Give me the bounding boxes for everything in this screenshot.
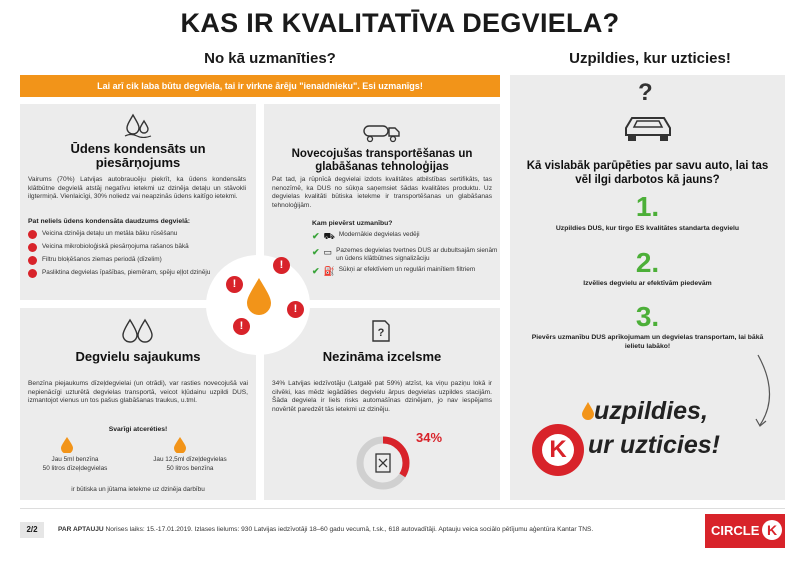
fuel-drop-icon xyxy=(173,436,187,453)
mix2-line1: Jau 12,5ml dīzeļdegvielas xyxy=(153,456,227,463)
alert-icon: ! xyxy=(273,257,290,274)
important-title: Svarīgi atceréties! xyxy=(108,426,168,433)
page-title: KAS IR KVALITATĪVA DEGVIELA? xyxy=(180,8,620,38)
step-text: Izvēlies degvielu ar efektīvām piedevām xyxy=(583,280,712,287)
circle-k-badge: K xyxy=(532,424,584,476)
list-item: ✔ ⛟ Modernākie degvielas vedēji xyxy=(312,231,420,241)
stop-icon xyxy=(28,243,37,252)
water-drops-icon xyxy=(123,112,153,138)
percent-label: 34% xyxy=(416,430,443,445)
tank-icon: ▭ xyxy=(323,247,333,257)
right-subtitle: Uzpildies, kur uzticies! xyxy=(569,50,731,67)
water-list xyxy=(28,230,218,278)
slogan-line1: uzpildies, xyxy=(594,397,708,425)
warning-banner: Lai arī cik laba būtu degviela, tai ir virkne ārēju "ienaidnieku". Esi uzmanīgs! xyxy=(20,75,500,97)
mix1-line1: Jau 5ml benzīna xyxy=(51,456,99,463)
step-number: 2. xyxy=(635,247,660,278)
pump-icon: ⛽ xyxy=(323,266,335,277)
step-number: 3. xyxy=(635,301,660,332)
check-icon: ✔ xyxy=(312,231,320,241)
car-icon xyxy=(620,111,676,147)
step-text: Uzpildies DUS, kur tirgo ES kvalitātes standarta degvielu xyxy=(555,225,740,232)
unknown-body: 34% Latvijas iedzīvotāju (Latgalē pat 59%) atzīst, ka viņu paziņu lokā ir cilvēki, kas mēdz iegādāties degvielu ārpus degvielas uzpildes stacijām. Šāda degviela ir liels risks automašīnas dzinējam, jo nav iespējams novērtēt paredzēt tās ietekmi uz dzinēju. xyxy=(272,380,492,413)
footer-divider xyxy=(20,508,785,509)
right-question: Kā vislabāk parūpēties par savu auto, lai tas vēl ilgi darbotos kā jauns? xyxy=(526,160,769,186)
question-icon: ? xyxy=(638,79,653,106)
tanker-truck-icon xyxy=(362,120,402,144)
alert-icon: ! xyxy=(233,318,250,335)
fuel-drop-icon xyxy=(60,436,74,453)
stop-icon xyxy=(28,256,37,265)
truck-icon: ⛟ xyxy=(323,231,335,241)
panel-transport xyxy=(264,104,500,300)
footer-text: PAR APTAUJU Norises laiks: 15.-17.01.2019. Izlases lielums: 930 Latvijas iedzīvotāji 18–60 gadu vecumā, t.sk., 618 autovadītāji. Aptauju veica sociālo pētījumu aģentūra Kantar TNS. xyxy=(58,526,594,533)
circle-k-logo: CIRCLE K xyxy=(705,514,785,548)
step-text: Pievērs uzmanību DUS aprīkojumam un degvielas transportam, lai bākā ielietu labāko! xyxy=(531,334,764,350)
list-item: ✔ ▭ Pazemes degvielas tvertnes DUS ar dubultsajām sienām un ūdens klātbūtnes signalizāciju xyxy=(312,247,498,262)
orange-drop-icon xyxy=(244,276,274,316)
slogan-line2: ur uzticies! xyxy=(588,431,720,459)
panel-right xyxy=(510,75,785,500)
unknown-canister-icon xyxy=(370,318,392,344)
alert-icon: ! xyxy=(287,301,304,318)
stop-icon xyxy=(28,269,37,278)
water-heading: Ūdens kondensāts un piesārņojums xyxy=(70,141,206,170)
mix-heading: Degvielu sajaukums xyxy=(75,349,201,364)
list-item: Veicina mikrobioloģiskā piesārņojuma rašanos bākā xyxy=(28,243,218,252)
mix-body: Benzīna piejaukums dīzeļdegvielai (un otrādi), var rasties novecojušā vai nepienācīgi uzturētā degvielas transportā, veicot kļūdainu uzpildi DUS, izmantojot vienus un tos pašus glabāšanas traukus, u.tml. xyxy=(28,380,248,405)
list-item: Pasliktina degvielas īpašības, piemēram, spēju eļļot dzinēju xyxy=(28,269,218,278)
mix1-line2: 50 litros dīzeļdegvielas xyxy=(42,465,108,472)
list-item: Veicina dzinēja detaļu un metāla bāku rūsēšanu xyxy=(28,230,218,239)
water-body: Vairums (70%) Latvijas autobraucēju piekrīt, ka ūdens kondensāts klātbūtne degvielā atstāj negatīvu ietekmi uz dzinēja detaļu un stāvokli ilgtermiņā. Vienlaicīgi, 30% noliedz vai neapzinās ūdens kaitīgo ietekmi. xyxy=(28,176,246,201)
mix2-line2: 50 litros benzīna xyxy=(166,465,214,472)
water-list-title: Pat neliels ūdens kondensāta daudzums degvielā: xyxy=(28,218,191,225)
list-item: ✔ ⛽ Sūkņi ar efektīviem un regulāri mainītiem filtriem xyxy=(312,266,476,277)
transport-heading: Novecojušas transportēšanas un glabāšanas tehnoloģijas xyxy=(291,148,473,173)
page-number: 2/2 xyxy=(20,522,44,538)
list-item: Filtru bloķēšanos ziemas periodā (dīzelim) xyxy=(28,256,218,265)
step-number: 1. xyxy=(635,191,660,222)
check-icon: ✔ xyxy=(312,247,320,257)
alert-icon: ! xyxy=(226,276,243,293)
transport-list xyxy=(312,220,498,277)
mix-footer: ir būtiska un jūtama ietekme uz dzinēja darbību xyxy=(71,486,205,493)
two-drops-icon xyxy=(118,318,158,346)
transport-body: Pat tad, ja rūpnīcā degvielai izdots kvalitātes atbilstības sertifikāts, tas nenozīmē, ka DUS no sūkņa saņemsiet šādas kvalitātes produktu. Uz degvielas kvalitāti būtiska ietekme ir transportēšanas un glabāšanas tehnoloģijām. xyxy=(272,176,492,209)
slogan-drop-icon xyxy=(580,401,596,421)
percent-donut xyxy=(352,432,414,494)
stop-icon xyxy=(28,230,37,239)
transport-list-title: Kam pievērst uzmanību? xyxy=(312,220,393,227)
svg-text:?: ? xyxy=(377,327,385,339)
left-subtitle: No kā uzmanīties? xyxy=(204,50,336,67)
unknown-heading: Nezināma izcelsme xyxy=(322,349,442,364)
check-icon: ✔ xyxy=(312,266,320,277)
panel-unknown xyxy=(264,308,500,500)
